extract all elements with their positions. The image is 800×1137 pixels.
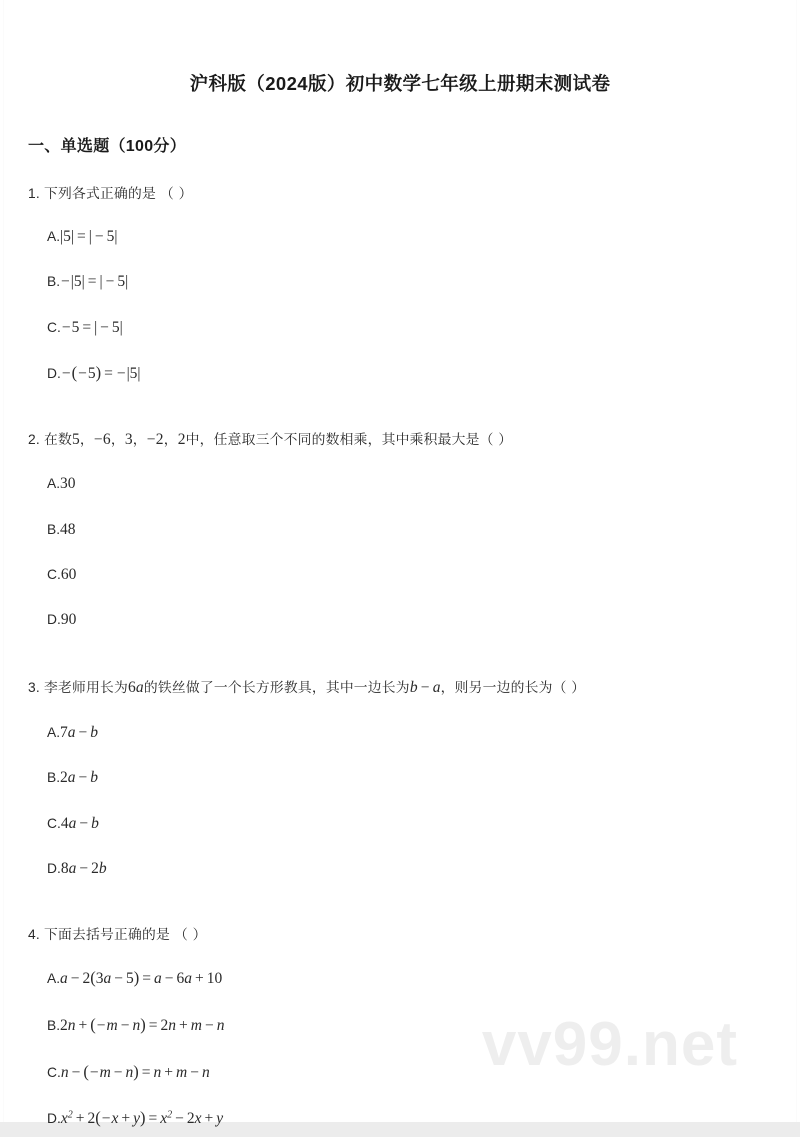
question-2-value-2: −6 [93,430,111,448]
question-2-number: 2. [28,431,40,447]
option-label: A. [47,725,61,741]
option-label: A. [47,476,61,492]
question-4-options [28,966,772,1131]
option-label: B. [47,770,61,786]
option-value: 90 [60,611,77,629]
question-2-value-5: 2 [177,430,186,448]
question-3-option-c[interactable]: C.4a − b [47,814,99,832]
question-2-option-a[interactable] [28,472,772,495]
question-4-stem [28,924,772,946]
option-label: C. [47,566,61,582]
question-2-text-part1: 在数 [43,431,72,447]
option-value: 48 [60,520,76,538]
question-4-option-d[interactable]: $D.x^2 + 2(-x + y) = x^2 - 2x + y$ [47,1108,224,1128]
question-3-number: 3. [28,680,40,696]
comma: ， [79,431,94,447]
option-label: C. [47,815,61,831]
option-value: 60 [60,565,77,583]
question-1-number: 1. [28,186,40,201]
comma: ， [163,431,178,447]
question-4-option-a[interactable]: A.a − 2(3a − 5) = a − 6a + 10 [47,968,223,988]
question-1-text: 下列各式正确的是 [43,186,156,201]
question-3 [28,676,772,880]
question-2-stem [28,428,772,453]
question-3-option-b[interactable]: B.2a − b [47,769,99,787]
option-label: B. [47,274,61,290]
question-1-option-b[interactable]: B.−|5| = | − 5| [47,273,129,291]
option-label: A. [47,971,61,987]
option-label: C. [47,319,61,335]
question-3-text-part2: 的铁丝做了一个长方形教具，其中一边长为 [143,680,410,696]
question-1-options [28,225,772,386]
question-4-text: 下面去括号正确的是 [43,927,170,943]
question-1-answer-blank[interactable]: （ ） [160,186,193,201]
question-1-stem [28,183,772,205]
question-3-stem: 3. 李老师用长为6a的铁丝做了一个长方形教具，其中一边长为b − a，则另一边的长为（ ） [28,679,586,697]
question-2-options [28,472,772,631]
question-1-option-d[interactable]: D.−(−5) = −|5| [47,362,141,382]
question-4-option-c[interactable]: C.n − (−m − n) = n + m − n [47,1061,210,1081]
page-title: 沪科版（2024版）初中数学七年级上册期末测试卷 [189,73,611,94]
comma: ， [110,431,125,447]
question-2-text-part2: 中，任意取三个不同的数相乘，其中乘积最大是 [185,431,480,447]
option-value: 30 [60,475,76,493]
question-3-option-a[interactable]: A.7a − b [47,724,99,742]
question-3-text-part3: ，则另一边的长为 [440,680,553,696]
question-2-option-c[interactable] [28,563,772,586]
question-3-text-part1: 李老师用长为 [43,680,128,696]
question-2-option-b[interactable] [28,518,772,541]
section-header-single-choice: 一、单选题（100分） [28,138,186,155]
question-3-option-d[interactable]: D.8a − 2b [47,859,107,877]
question-4-option-b[interactable]: B.2n + (−m − n) = 2n + m − n [47,1014,225,1034]
question-3-answer-blank[interactable]: （ ） [552,680,586,696]
question-2-value-4: −2 [146,430,164,448]
watermark-vv99: vv99.net [481,1010,738,1079]
question-1 [28,183,772,386]
question-3-options [28,721,772,880]
option-label: D. [47,612,61,628]
question-4 [28,924,772,1131]
question-1-option-c[interactable]: C.−5 = | − 5| [47,318,123,336]
option-label: A. [47,229,61,245]
question-4-answer-blank[interactable]: （ ） [174,927,207,943]
comma: ， [132,431,147,447]
question-1-option-a[interactable]: A.|5| = | − 5| [47,228,118,246]
option-label: B. [47,521,61,537]
question-2-answer-blank[interactable]: （ ） [479,431,513,447]
option-label: D. [47,1111,61,1127]
option-label: C. [47,1064,61,1080]
question-4-number: 4. [28,927,40,943]
question-2-option-d[interactable] [28,608,772,631]
question-2-value-1: 5 [71,430,80,448]
question-2 [28,428,772,632]
option-label: D. [47,365,61,381]
question-2-value-3: 3 [124,430,133,448]
option-label: B. [47,1017,61,1033]
option-label: D. [47,860,61,876]
